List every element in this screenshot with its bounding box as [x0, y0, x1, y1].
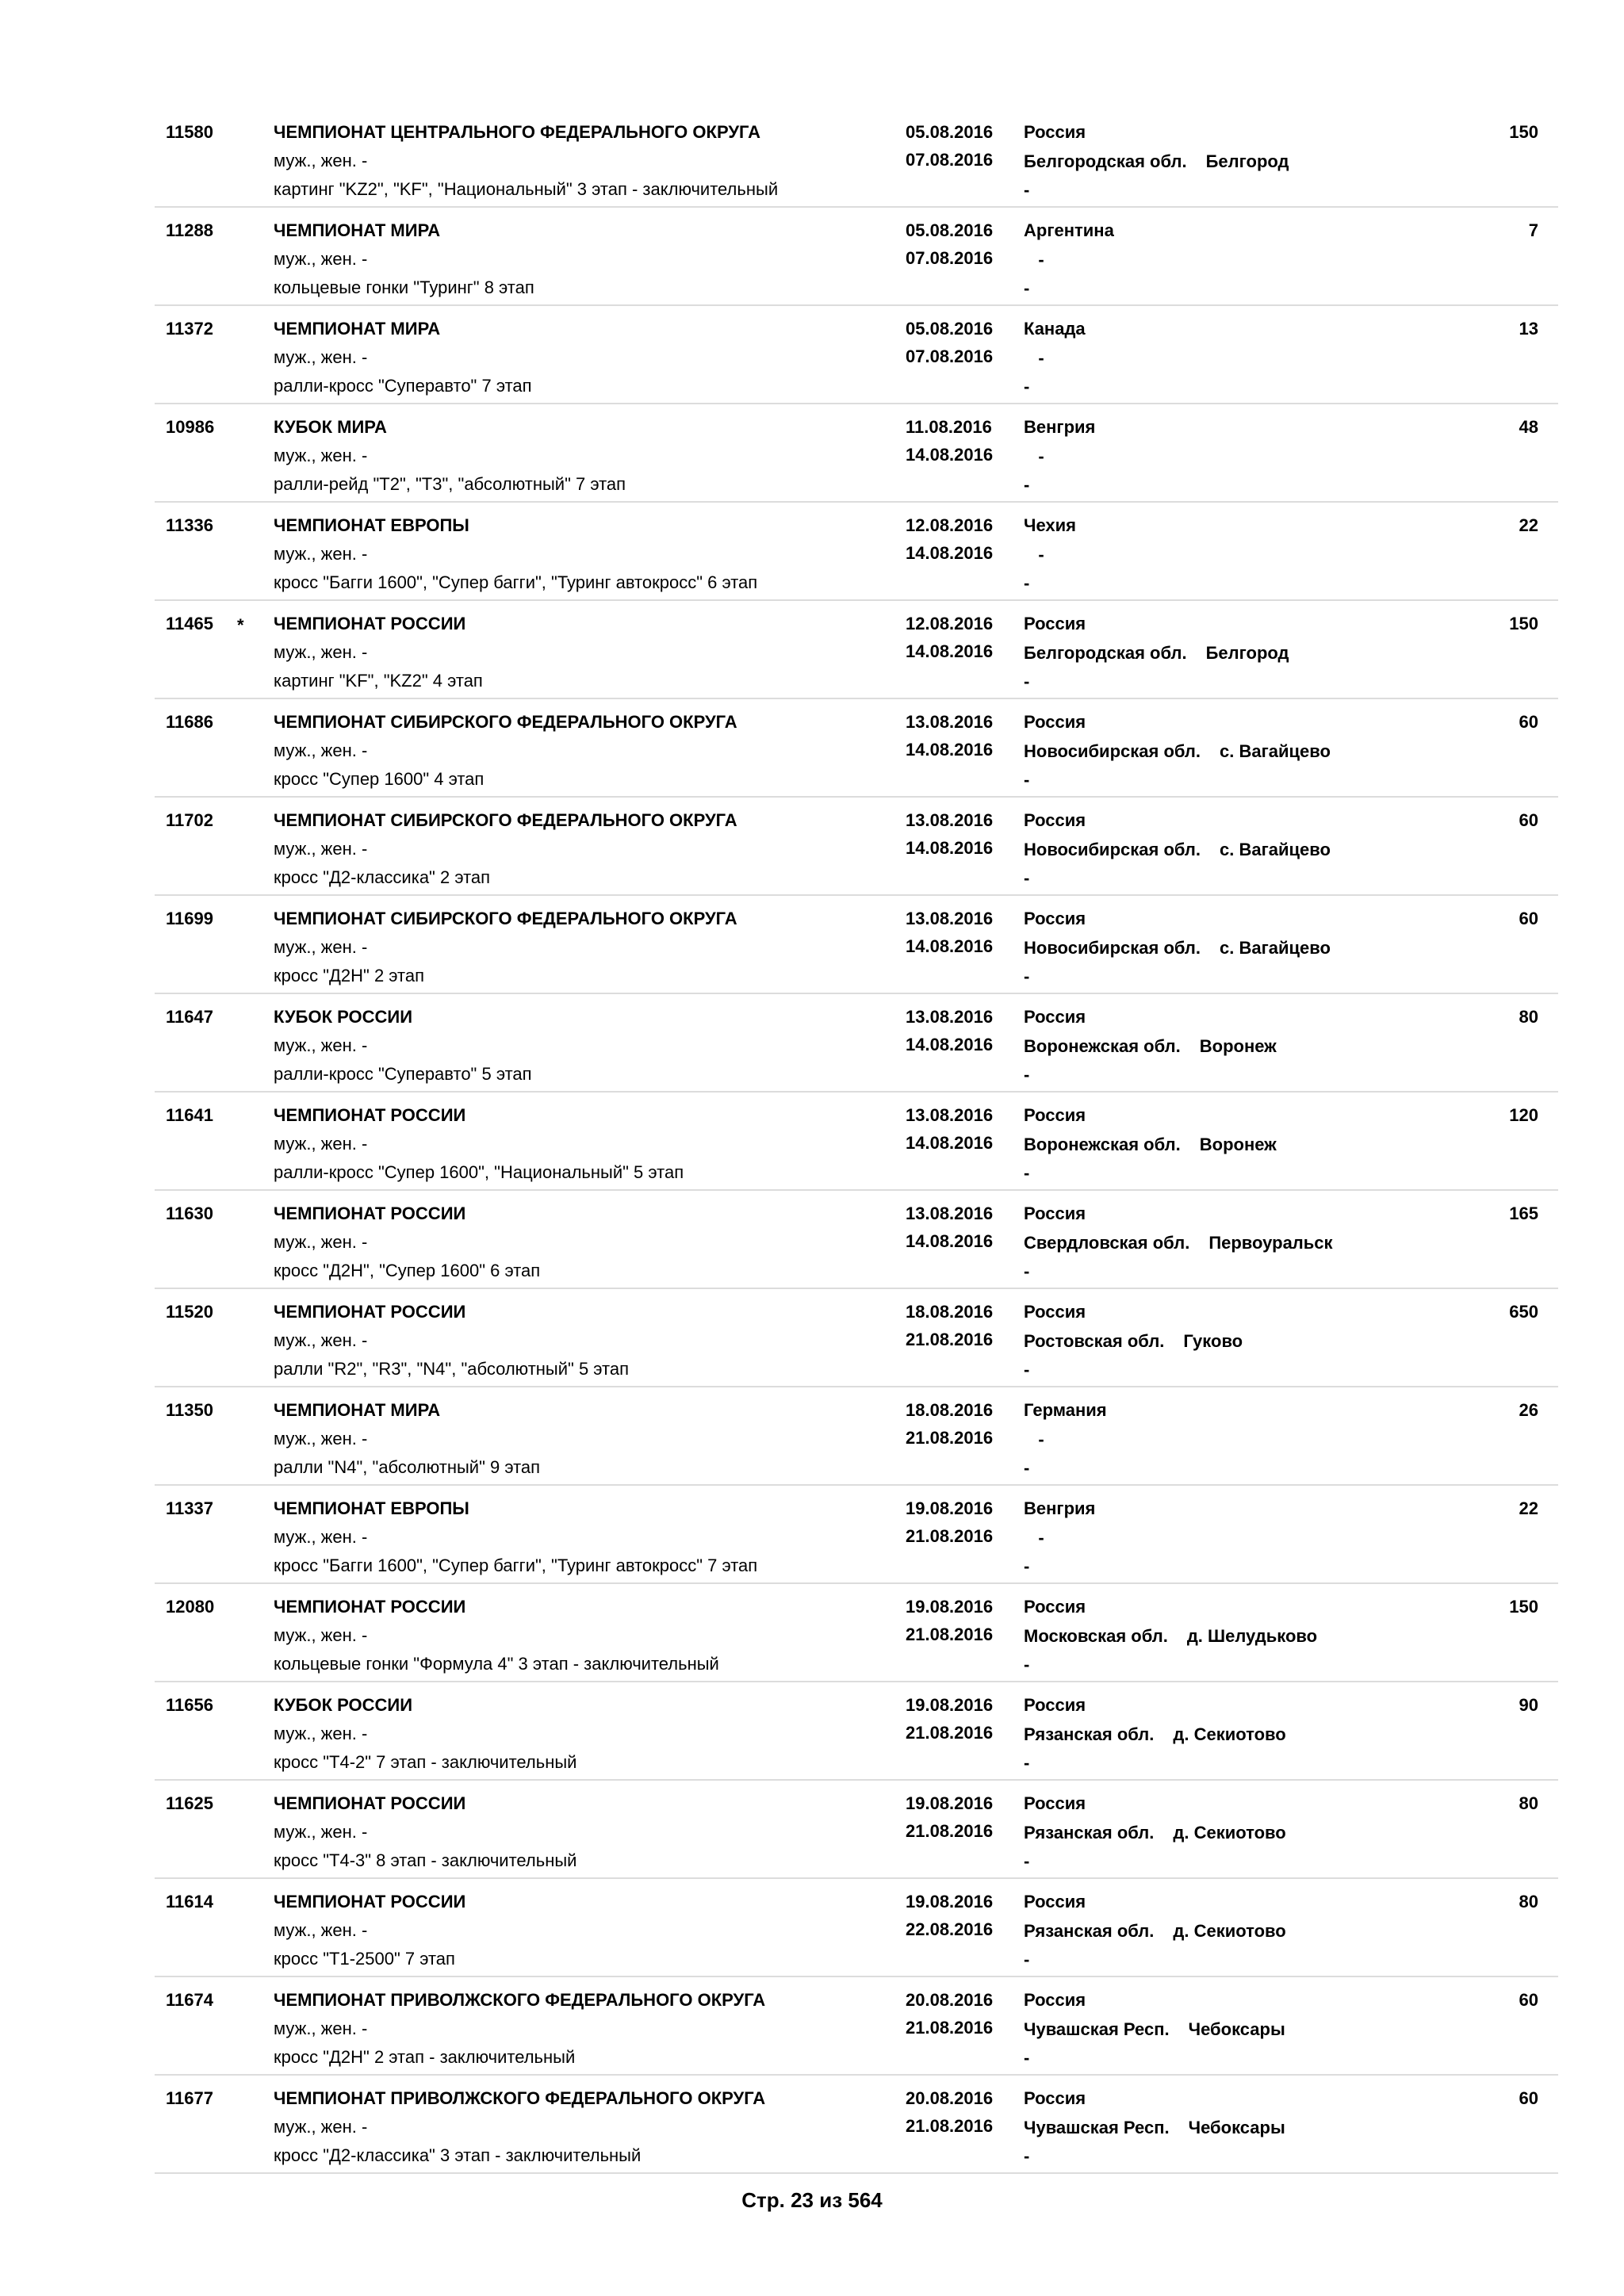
date-to: 21.08.2016: [906, 1821, 994, 1841]
date-from: 05.08.2016: [906, 122, 994, 142]
date-to: 07.08.2016: [906, 346, 994, 366]
event-country: Россия: [1024, 1597, 1086, 1617]
event-title: ЧЕМПИОНАТ СИБИРСКОГО ФЕДЕРАЛЬНОГО ОКРУГА: [274, 909, 737, 928]
event-gender: муж., жен. -: [274, 839, 368, 859]
event-discipline: кросс "Т4-3" 8 этап - заключительный: [274, 1850, 577, 1870]
event-gender: муж., жен. -: [274, 1330, 368, 1350]
event-venue: -: [1024, 672, 1030, 691]
event-row: [155, 1486, 1558, 1584]
event-location: [1024, 545, 1063, 565]
event-title: КУБОК МИРА: [274, 417, 387, 437]
participants-count: 150: [1509, 1597, 1538, 1617]
event-city: Чебоксары: [1188, 2019, 1285, 2039]
participants-count: 90: [1519, 1695, 1538, 1715]
event-discipline: кросс "Д2-классика" 2 этап: [274, 867, 491, 887]
date-from: 20.08.2016: [906, 1990, 994, 2010]
event-gender: муж., жен. -: [274, 1429, 368, 1448]
event-row: [155, 1682, 1558, 1781]
event-region: Свердловская обл.: [1024, 1233, 1190, 1253]
event-country: Россия: [1024, 1793, 1086, 1813]
event-row: [155, 1977, 1558, 2076]
participants-count: 26: [1519, 1400, 1538, 1420]
event-region: Рязанская обл.: [1024, 1724, 1155, 1744]
event-id: 11656: [166, 1695, 213, 1715]
participants-count: 60: [1519, 810, 1538, 830]
date-from: 13.08.2016: [906, 810, 994, 830]
participants-count: 7: [1528, 220, 1538, 240]
event-id: 11336: [166, 515, 213, 535]
date-to: 14.08.2016: [906, 445, 994, 465]
date-from: 13.08.2016: [906, 1203, 994, 1223]
event-title: ЧЕМПИОНАТ СИБИРСКОГО ФЕДЕРАЛЬНОГО ОКРУГА: [274, 712, 737, 732]
date-to: 21.08.2016: [906, 1330, 994, 1349]
event-gender: муж., жен. -: [274, 740, 368, 760]
page-number: Стр. 23 из 564: [741, 2188, 883, 2212]
event-title: ЧЕМПИОНАТ ПРИВОЛЖСКОГО ФЕДЕРАЛЬНОГО ОКРУГА: [274, 1990, 766, 2010]
event-country: Россия: [1024, 1695, 1086, 1715]
event-location: [1024, 250, 1063, 270]
event-venue: -: [1024, 573, 1030, 593]
event-id: 11625: [166, 1793, 213, 1813]
event-location: [1024, 1528, 1063, 1548]
date-from: 13.08.2016: [906, 1007, 994, 1027]
event-venue: -: [1024, 180, 1030, 200]
event-discipline: кросс "Багги 1600", "Супер багги", "Туринг автокросс" 6 этап: [274, 572, 758, 592]
event-city: Гуково: [1183, 1331, 1243, 1351]
event-country: Россия: [1024, 909, 1086, 928]
event-region: -: [1024, 348, 1044, 368]
date-from: 19.08.2016: [906, 1695, 994, 1715]
event-region: Ростовская обл.: [1024, 1331, 1165, 1351]
event-title: ЧЕМПИОНАТ МИРА: [274, 319, 441, 339]
event-venue: -: [1024, 1950, 1030, 1969]
event-location: [1024, 643, 1289, 664]
event-gender: муж., жен. -: [274, 2117, 368, 2137]
event-country: Россия: [1024, 122, 1086, 142]
event-title: ЧЕМПИОНАТ ПРИВОЛЖСКОГО ФЕДЕРАЛЬНОГО ОКРУГА: [274, 2088, 766, 2108]
event-discipline: ралли "N4", "абсолютный" 9 этап: [274, 1457, 541, 1477]
event-country: Россия: [1024, 1007, 1086, 1027]
event-venue: -: [1024, 377, 1030, 396]
event-discipline: кросс "Супер 1600" 4 этап: [274, 769, 485, 789]
date-to: 21.08.2016: [906, 1526, 994, 1546]
event-region: -: [1024, 545, 1044, 564]
event-title: ЧЕМПИОНАТ РОССИИ: [274, 1892, 466, 1911]
event-country: Россия: [1024, 810, 1086, 830]
event-location: [1024, 151, 1289, 172]
event-discipline: кросс "Багги 1600", "Супер багги", "Туринг автокросс" 7 этап: [274, 1556, 758, 1575]
date-to: 14.08.2016: [906, 1133, 994, 1153]
event-id: 12080: [166, 1597, 215, 1617]
date-to: 14.08.2016: [906, 936, 994, 956]
date-to: 14.08.2016: [906, 838, 994, 858]
participants-count: 60: [1519, 1990, 1538, 2010]
event-country: Россия: [1024, 1302, 1086, 1322]
event-location: [1024, 446, 1063, 467]
event-row: [155, 404, 1558, 503]
event-gender: муж., жен. -: [274, 937, 368, 957]
event-location: [1024, 1135, 1277, 1155]
event-gender: муж., жен. -: [274, 1232, 368, 1252]
event-id: 11641: [166, 1105, 213, 1125]
participants-count: 165: [1509, 1203, 1538, 1223]
date-to: 14.08.2016: [906, 1231, 994, 1251]
event-gender: муж., жен. -: [274, 151, 368, 170]
event-id: 11372: [166, 319, 213, 339]
event-country: Россия: [1024, 1892, 1086, 1911]
event-row: [155, 503, 1558, 601]
event-row: [155, 1387, 1558, 1486]
event-venue: -: [1024, 2146, 1030, 2166]
event-city: Первоуральск: [1208, 1233, 1333, 1253]
event-mark: *: [237, 615, 244, 635]
participants-count: 13: [1519, 319, 1538, 339]
event-id: 11350: [166, 1400, 213, 1420]
date-to: 21.08.2016: [906, 1624, 994, 1644]
event-location: [1024, 348, 1063, 369]
event-location: [1024, 1331, 1243, 1352]
event-gender: муж., жен. -: [274, 1724, 368, 1743]
event-region: Воронежская обл.: [1024, 1135, 1181, 1154]
event-region: -: [1024, 1528, 1044, 1548]
participants-count: 60: [1519, 909, 1538, 928]
event-gender: муж., жен. -: [274, 1134, 368, 1154]
event-title: ЧЕМПИОНАТ РОССИИ: [274, 1597, 466, 1617]
event-region: Новосибирская обл.: [1024, 840, 1201, 859]
date-from: 13.08.2016: [906, 909, 994, 928]
event-country: Россия: [1024, 1105, 1086, 1125]
event-country: Россия: [1024, 2088, 1086, 2108]
event-id: 11677: [166, 2088, 213, 2108]
event-discipline: кросс "Т4-2" 7 этап - заключительный: [274, 1752, 577, 1772]
date-from: 11.08.2016: [906, 417, 992, 437]
event-row: [155, 1191, 1558, 1289]
event-country: Россия: [1024, 1990, 1086, 2010]
event-venue: -: [1024, 475, 1030, 495]
event-discipline: ралли-рейд "Т2", "Т3", "абсолютный" 7 этап: [274, 474, 626, 494]
event-city: д. Секиотово: [1173, 1823, 1286, 1843]
event-row: [155, 896, 1558, 994]
date-to: 21.08.2016: [906, 1428, 994, 1448]
date-to: 07.08.2016: [906, 150, 994, 170]
event-discipline: кросс "Д2-классика" 3 этап - заключительный: [274, 2145, 642, 2165]
event-gender: муж., жен. -: [274, 249, 368, 269]
date-from: 18.08.2016: [906, 1302, 994, 1322]
event-venue: -: [1024, 1556, 1030, 1576]
event-venue: -: [1024, 868, 1030, 888]
event-region: Воронежская обл.: [1024, 1036, 1181, 1056]
event-venue: -: [1024, 770, 1030, 790]
event-venue: -: [1024, 1261, 1030, 1281]
event-discipline: кросс "Д2Н" 2 этап - заключительный: [274, 2047, 576, 2067]
event-venue: -: [1024, 2048, 1030, 2068]
event-discipline: кросс "Д2Н", "Супер 1600" 6 этап: [274, 1261, 541, 1280]
date-to: 21.08.2016: [906, 2116, 994, 2136]
event-discipline: картинг "KF", "KZ2" 4 этап: [274, 671, 483, 691]
event-country: Венгрия: [1024, 1498, 1096, 1518]
event-region: Белгородская обл.: [1024, 643, 1187, 663]
event-country: Россия: [1024, 1203, 1086, 1223]
event-row: [155, 2076, 1558, 2174]
participants-count: 60: [1519, 712, 1538, 732]
event-discipline: ралли-кросс "Суперавто" 5 этап: [274, 1064, 532, 1084]
event-region: Рязанская обл.: [1024, 1823, 1155, 1843]
event-venue: -: [1024, 1458, 1030, 1478]
event-id: 11337: [166, 1498, 213, 1518]
event-venue: -: [1024, 1360, 1030, 1380]
event-venue: -: [1024, 1851, 1030, 1871]
participants-count: 80: [1519, 1007, 1538, 1027]
participants-count: 650: [1509, 1302, 1538, 1322]
event-row: [155, 1781, 1558, 1879]
event-row: [155, 1093, 1558, 1191]
date-from: 19.08.2016: [906, 1892, 994, 1911]
date-from: 12.08.2016: [906, 515, 994, 535]
event-venue: -: [1024, 1065, 1030, 1085]
event-title: КУБОК РОССИИ: [274, 1007, 413, 1027]
event-location: [1024, 1921, 1286, 1942]
event-city: д. Шелудьково: [1186, 1626, 1318, 1646]
event-title: ЧЕМПИОНАТ СИБИРСКОГО ФЕДЕРАЛЬНОГО ОКРУГА: [274, 810, 737, 830]
participants-count: 150: [1509, 614, 1538, 633]
event-title: ЧЕМПИОНАТ РОССИИ: [274, 1203, 466, 1223]
event-city: Воронеж: [1199, 1135, 1277, 1154]
event-title: ЧЕМПИОНАТ РОССИИ: [274, 1302, 466, 1322]
event-row: [155, 798, 1558, 896]
event-id: 11699: [166, 909, 213, 928]
event-row: [155, 1879, 1558, 1977]
event-region: -: [1024, 446, 1044, 466]
date-to: 14.08.2016: [906, 1035, 994, 1054]
event-row: [155, 208, 1558, 306]
event-id: 11520: [166, 1302, 213, 1322]
date-to: 21.08.2016: [906, 1723, 994, 1743]
event-gender: муж., жен. -: [274, 446, 368, 465]
date-from: 18.08.2016: [906, 1400, 994, 1420]
event-row: [155, 601, 1558, 699]
event-region: Новосибирская обл.: [1024, 741, 1201, 761]
event-city: Белгород: [1205, 151, 1289, 171]
event-city: Белгород: [1205, 643, 1289, 663]
event-venue: -: [1024, 1163, 1030, 1183]
event-discipline: ралли-кросс "Супер 1600", "Национальный" 5 этап: [274, 1162, 684, 1182]
date-to: 14.08.2016: [906, 641, 994, 661]
event-venue: -: [1024, 1655, 1030, 1674]
event-gender: муж., жен. -: [274, 1625, 368, 1645]
event-country: Россия: [1024, 712, 1086, 732]
event-id: 11674: [166, 1990, 213, 2010]
date-to: 14.08.2016: [906, 740, 994, 760]
event-location: [1024, 1626, 1317, 1647]
event-country: Канада: [1024, 319, 1086, 339]
event-region: Новосибирская обл.: [1024, 938, 1201, 958]
event-country: Венгрия: [1024, 417, 1096, 437]
event-gender: муж., жен. -: [274, 347, 368, 367]
date-from: 19.08.2016: [906, 1498, 994, 1518]
participants-count: 150: [1509, 122, 1538, 142]
event-gender: муж., жен. -: [274, 2019, 368, 2038]
event-location: [1024, 1724, 1286, 1745]
event-discipline: кольцевые гонки "Формула 4" 3 этап - заключительный: [274, 1654, 719, 1674]
participants-count: 48: [1519, 417, 1538, 437]
event-region: Чувашская Респ.: [1024, 2019, 1170, 2039]
event-location: [1024, 741, 1331, 762]
date-from: 20.08.2016: [906, 2088, 994, 2108]
event-id: 11465: [166, 614, 213, 633]
event-venue: -: [1024, 278, 1030, 298]
event-country: Аргентина: [1024, 220, 1114, 240]
event-discipline: ралли-кросс "Суперавто" 7 этап: [274, 376, 532, 396]
event-gender: муж., жен. -: [274, 1920, 368, 1940]
date-from: 13.08.2016: [906, 712, 994, 732]
date-to: 22.08.2016: [906, 1919, 994, 1939]
event-id: 11288: [166, 220, 213, 240]
event-row: [155, 1584, 1558, 1682]
event-row: [155, 109, 1558, 208]
event-city: Чебоксары: [1188, 2118, 1285, 2137]
event-title: ЧЕМПИОНАТ РОССИИ: [274, 1105, 466, 1125]
event-location: [1024, 2019, 1285, 2040]
event-title: ЧЕМПИОНАТ ЦЕНТРАЛЬНОГО ФЕДЕРАЛЬНОГО ОКРУГА: [274, 122, 760, 142]
event-region: -: [1024, 250, 1044, 270]
event-gender: муж., жен. -: [274, 1527, 368, 1547]
date-from: 12.08.2016: [906, 614, 994, 633]
event-region: Белгородская обл.: [1024, 151, 1187, 171]
event-location: [1024, 1429, 1063, 1450]
event-title: ЧЕМПИОНАТ ЕВРОПЫ: [274, 1498, 469, 1518]
participants-count: 22: [1519, 1498, 1538, 1518]
event-title: ЧЕМПИОНАТ МИРА: [274, 220, 441, 240]
event-gender: муж., жен. -: [274, 1822, 368, 1842]
event-venue: -: [1024, 1753, 1030, 1773]
event-location: [1024, 1823, 1286, 1843]
date-from: 19.08.2016: [906, 1793, 994, 1813]
date-from: 13.08.2016: [906, 1105, 994, 1125]
event-city: д. Секиотово: [1173, 1724, 1286, 1744]
event-discipline: ралли "R2", "R3", "N4", "абсолютный" 5 этап: [274, 1359, 630, 1379]
event-discipline: кросс "Т1-2500" 7 этап: [274, 1949, 455, 1969]
date-from: 05.08.2016: [906, 319, 994, 339]
event-country: Россия: [1024, 614, 1086, 633]
event-id: 11686: [166, 712, 213, 732]
date-from: 05.08.2016: [906, 220, 994, 240]
event-location: [1024, 938, 1331, 959]
event-gender: муж., жен. -: [274, 642, 368, 662]
event-region: Рязанская обл.: [1024, 1921, 1155, 1941]
event-region: Московская обл.: [1024, 1626, 1168, 1646]
event-discipline: кольцевые гонки "Туринг" 8 этап: [274, 277, 534, 297]
date-from: 19.08.2016: [906, 1597, 994, 1617]
event-id: 10986: [166, 417, 215, 437]
event-title: ЧЕМПИОНАТ РОССИИ: [274, 1793, 466, 1813]
event-id: 11630: [166, 1203, 213, 1223]
event-country: Чехия: [1024, 515, 1076, 535]
event-list: [155, 109, 1558, 2174]
event-title: ЧЕМПИОНАТ ЕВРОПЫ: [274, 515, 469, 535]
event-location: [1024, 1036, 1277, 1057]
event-title: ЧЕМПИОНАТ МИРА: [274, 1400, 441, 1420]
event-id: 11614: [166, 1892, 213, 1911]
event-region: Чувашская Респ.: [1024, 2118, 1170, 2137]
event-region: -: [1024, 1429, 1044, 1449]
date-to: 14.08.2016: [906, 543, 994, 563]
event-row: [155, 1289, 1558, 1387]
event-title: ЧЕМПИОНАТ РОССИИ: [274, 614, 466, 633]
event-country: Германия: [1024, 1400, 1107, 1420]
event-location: [1024, 1233, 1333, 1253]
participants-count: 60: [1519, 2088, 1538, 2108]
event-row: [155, 306, 1558, 404]
participants-count: 80: [1519, 1892, 1538, 1911]
event-gender: муж., жен. -: [274, 544, 368, 564]
event-discipline: картинг "KZ2", "KF", "Национальный" 3 этап - заключительный: [274, 179, 779, 199]
participants-count: 80: [1519, 1793, 1538, 1813]
event-location: [1024, 2118, 1285, 2138]
participants-count: 22: [1519, 515, 1538, 535]
event-id: 11580: [166, 122, 213, 142]
event-city: с. Вагайцево: [1220, 938, 1331, 958]
event-location: [1024, 840, 1331, 860]
date-to: 21.08.2016: [906, 2018, 994, 2038]
event-city: Воронеж: [1199, 1036, 1277, 1056]
date-to: 07.08.2016: [906, 248, 994, 268]
event-id: 11702: [166, 810, 213, 830]
event-city: с. Вагайцево: [1220, 741, 1331, 761]
event-venue: -: [1024, 966, 1030, 986]
event-city: с. Вагайцево: [1220, 840, 1331, 859]
event-row: [155, 994, 1558, 1093]
event-city: д. Секиотово: [1173, 1921, 1286, 1941]
event-discipline: кросс "Д2Н" 2 этап: [274, 966, 425, 985]
event-id: 11647: [166, 1007, 213, 1027]
participants-count: 120: [1509, 1105, 1538, 1125]
event-row: [155, 699, 1558, 798]
event-gender: муж., жен. -: [274, 1035, 368, 1055]
event-title: КУБОК РОССИИ: [274, 1695, 413, 1715]
